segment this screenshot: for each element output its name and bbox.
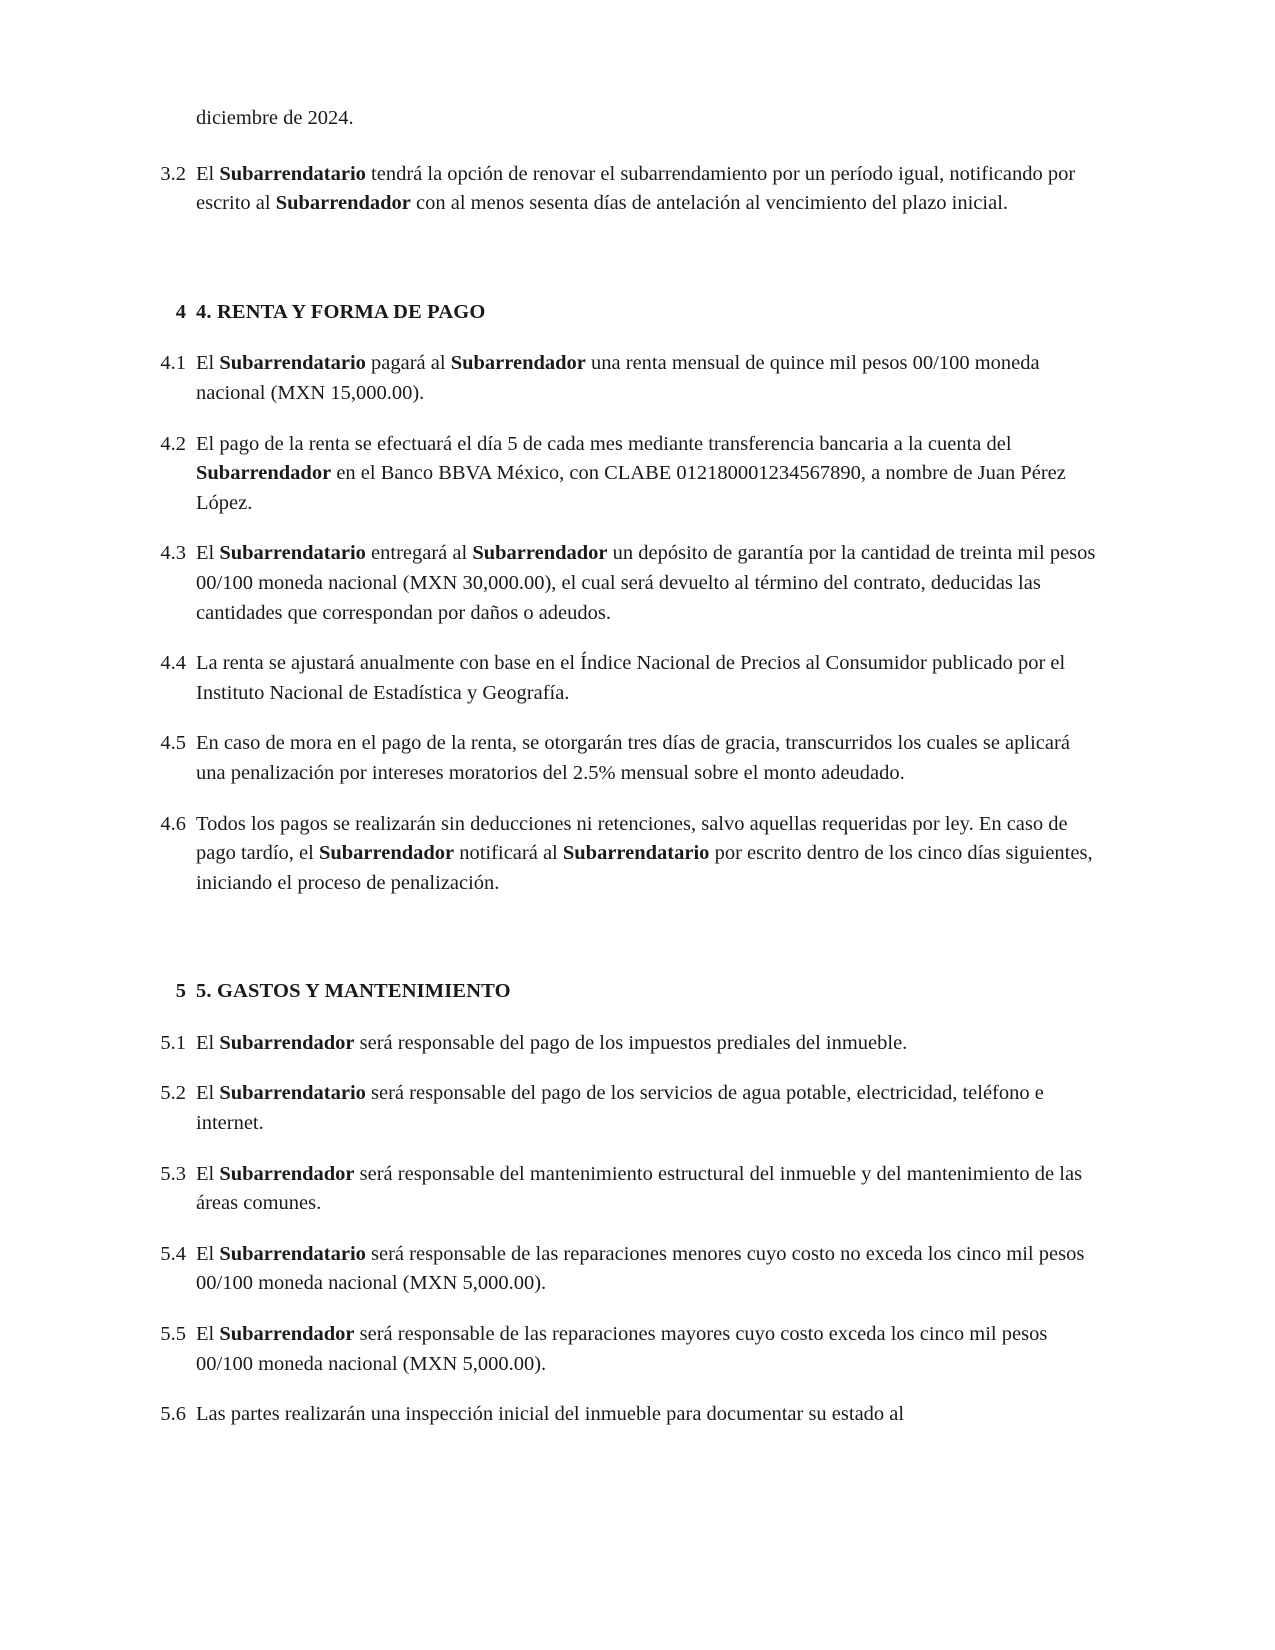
clause [140,649,1100,708]
clause [140,810,1100,899]
emphasised-term: Subarrendador [472,542,608,565]
document-body [140,104,1100,1430]
clause-text [196,729,1100,788]
emphasised-term: Subarrendador [219,1031,355,1054]
clause-text [196,1400,1100,1430]
spacer [140,240,1100,298]
clause [140,160,1100,219]
text-run: un depósito de garantía por la cantidad de treinta mil pesos 00/100 moneda nacional (MXN 30,000.00), el cual será devuelto al término del contrato, deducidas las cantidades que correspondan por daños o adeudos. [196,542,1096,624]
text-run: El [196,1242,220,1265]
clause-text [196,1029,1100,1059]
clause-number: 4.6 [160,812,186,835]
clause-number: 4.1 [160,352,186,375]
spacer [140,1007,1100,1029]
clause-text [196,349,1100,408]
text-run: será responsable de las reparaciones menores cuyo costo no exceda los cinco mil pesos 00/100 moneda nacional (MXN 5,000.00). [196,1242,1085,1295]
text-run: será responsable del pago de los impuestos prediales del inmueble. [354,1031,908,1054]
clause [140,1240,1100,1299]
clause-number: 5.3 [160,1162,186,1185]
emphasised-term: Subarrendador [450,352,586,375]
emphasised-term: Subarrendatario [219,1082,366,1105]
clause [140,1160,1100,1219]
text-run: en el Banco BBVA México, con CLABE 012180001234567890, a nombre de Juan Pérez López. [196,462,1066,514]
text-run: El [196,162,220,185]
spacer [140,134,1100,160]
text-run: será responsable del mantenimiento estructural del inmueble y del mantenimiento de las áreas comunes. [196,1162,1083,1215]
emphasised-term: Subarrendador [219,1323,355,1346]
clause-text [196,810,1100,899]
clause [140,1320,1100,1379]
clause-number: 4.5 [160,732,186,755]
text-run: entregará al [365,542,473,565]
text-run: será responsable de las reparaciones mayores cuyo costo exceda los cinco mil pesos 00/100 moneda nacional (MXN 5,000.00). [196,1323,1048,1375]
text-run: será responsable del pago de los servicios de agua potable, electricidad, teléfono e internet. [196,1082,1044,1135]
clause-text [196,539,1100,628]
clause-text [196,1079,1100,1138]
text-run: El [196,1162,220,1185]
spacer [140,919,1100,977]
section-heading-title: 5. GASTOS Y MANTENIMIENTO [196,980,511,1003]
emphasised-term: Subarrendador [219,1162,355,1185]
section-heading-number: 5 [175,980,186,1003]
text-run: Las partes realizarán una inspección inicial del inmueble para documentar su estado al [196,1403,905,1426]
emphasised-term: Subarrendador [318,842,455,865]
text-run: En caso de mora en el pago de la renta, se otorgarán tres días de gracia, transcurridos los cuales se aplicará una penalización por intereses moratorios del 2.5% mensual sobre el monto adeudado. [196,732,1070,784]
clause [140,349,1100,408]
clause-number: 4.2 [160,432,186,455]
text-run: pagará al [365,352,451,375]
text-run: con al menos sesenta días de antelación al vencimiento del plazo inicial. [410,192,1009,215]
emphasised-term: Subarrendador [275,192,411,215]
clause-text [196,1320,1100,1379]
clause-number: 5.4 [160,1242,186,1265]
text-run: tendrá la opción de renovar el subarrendamiento por un período igual, notificando por escrito al [196,162,1076,215]
clause-number: 4.4 [160,652,186,675]
section-heading-5 [140,977,1100,1007]
text-run: por escrito dentro de los cinco días siguientes, iniciando el proceso de penalización. [196,842,1093,894]
clause-text [196,160,1100,219]
clause-text [196,1160,1100,1219]
text-run: Todos los pagos se realizarán sin deducciones ni retenciones, salvo aquellas requeridas por ley. En caso de pago tardío, el [196,812,1068,865]
clause [140,430,1100,519]
emphasised-term: Subarrendatario [562,842,710,865]
clause-text [196,649,1100,708]
clause-number: 5.2 [160,1082,186,1105]
clause-number: 3.2 [160,162,186,185]
clause-number: 5.1 [160,1031,186,1054]
text-run: El [196,1082,220,1105]
clause-number: 4.3 [160,542,186,565]
text-run: El [196,542,220,565]
section-heading-4 [140,298,1100,328]
emphasised-term: Subarrendatario [219,1242,366,1265]
clause [140,1029,1100,1059]
emphasised-term: Subarrendador [196,462,332,485]
clause-text [196,1240,1100,1299]
section-heading-number: 4 [175,300,186,323]
clause [140,539,1100,628]
continuation-line: diciembre de 2024. [196,107,354,129]
text-run: El pago de la renta se efectuará el día 5 de cada mes mediante transferencia bancaria a la cuenta del [196,432,1012,455]
clause-list-section-4 [140,349,1100,898]
clause-list-section-5 [140,1029,1100,1430]
text-run: una renta mensual de quince mil pesos 00/100 moneda nacional (MXN 15,000.00). [196,352,1040,404]
clause-number: 5.5 [160,1323,186,1346]
clause [140,1400,1100,1430]
text-run: El [196,352,220,375]
clause-number: 5.6 [160,1403,186,1426]
clause-text [196,430,1100,519]
clause-list-section-3 [140,160,1100,219]
spacer [140,327,1100,349]
text-run: El [196,1031,220,1054]
clause [140,1079,1100,1138]
emphasised-term: Subarrendatario [219,162,366,185]
text-run: notificará al [454,842,563,865]
section-heading-title: 4. RENTA Y FORMA DE PAGO [196,300,486,323]
text-run: La renta se ajustará anualmente con base en el Índice Nacional de Precios al Consumidor publicado por el Instituto Nacional de Estadística y Geografía. [196,652,1066,704]
emphasised-term: Subarrendatario [219,352,366,375]
text-run: El [196,1323,220,1346]
emphasised-term: Subarrendatario [219,542,366,565]
clause [140,729,1100,788]
